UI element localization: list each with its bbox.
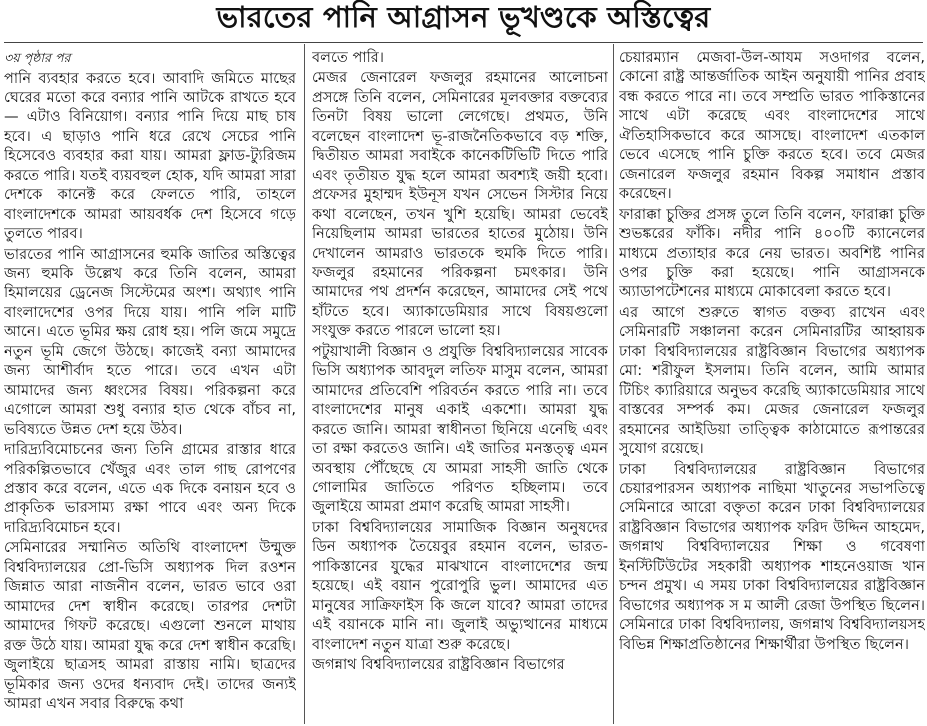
continuation-kicker: ৩য় পৃষ্ঠার পর xyxy=(4,50,71,65)
paragraph: সেমিনারের সম্মানিত অতিথি বাংলাদেশ উন্মুক্ত বিশ্ববিদ্যালয়ের প্রো-ভিসি অধ্যাপক দিল রওশন জিন্নাত আরা নাজনীন বলেন, ভারত ভাবে ওরা আমাদের দেশ স্বাধীন করেছে। তারপর দেশটা আমাদের গিফট করেছে। এগুলো শুনলে মাথায় রক্ত উঠে যায়। আমরা যুদ্ধ করে দেশ স্বাধীন করেছি। জুলাইয়ে ছাত্রসহ আমরা রাস্তায় নামি। ছাত্রদের ভূমিকার জন্য ওদের ধন্যবাদ দেই। তাদের জন্যই আমরা এখন সবার বিরুদ্ধে কথা xyxy=(4,539,296,712)
paragraph: ঢাকা বিশ্ববিদ্যালয়ের রাষ্ট্রবিজ্ঞান বিভাগের চেয়ারপারসন অধ্যাপক নাছিমা খাতুনের সভাপতিত্বে সেমিনারে আরো বক্তৃতা করেন ঢাকা বিশ্ববিদ্যালয়ের রাষ্ট্রবিজ্ঞান বিভাগের অধ্যাপক ফরিদ উদ্দিন আহমেদ, জগন্নাথ বিশ্ববিদ্যালয়ের শিক্ষা ও গবেষণা ইনস্টিটিউটের সহকারী অধ্যাপক শাহনেওয়াজ খান চন্দন প্রমুখ। এ সময় ঢাকা বিশ্ববিদ্যালয়ের রাষ্ট্রবিজ্ঞান বিভাগের অধ্যাপক স ম আলী রেজা উপস্থিত ছিলেন। সেমিনারে ঢাকা বিশ্ববিদ্যালয়, জগন্নাথ বিশ্ববিদ্যালয়সহ বিভিন্ন শিক্ষাপ্রতিষ্ঠানের শিক্ষার্থীরা উপস্থিত ছিলেন। xyxy=(619,460,925,653)
article-column-2 xyxy=(312,48,608,724)
paragraph: ফারাক্কা চুক্তির প্রসঙ্গ তুলে তিনি বলেন, ফারাক্কা চুক্তি শুভঙ্করের ফাঁকি। নদীর পানি ৪০০টি ক্যানেলের মাধ্যমে প্রত্যাহার করে নেয় ভারত। অবশিষ্ট পানির ওপর চুক্তি করা হয়েছে। পানি আগ্রাসনকে অ্যাডাপটেশনের মাধ্যমে মোকাবেলা করতে হবে। xyxy=(619,205,925,301)
paragraph: পটুয়াখালী বিজ্ঞান ও প্রযুক্তি বিশ্ববিদ্যালয়ের সাবেক ভিসি অধ্যাপক আবদুল লতিফ মাসুম বলেন, আমরা আমাদের প্রতিবেশি পরিবর্তন করতে পারি না। তবে বাংলাদেশের মানুষ একাই একশো। আমরা যুদ্ধ করতে জানি। আমরা স্বাধীনতা ছিনিয়ে এনেছি এবং তা রক্ষা করতেও জানি। এই জাতির মনস্তত্ত্ব এমন অবস্থায় পৌঁছেছে যে আমরা সাহসী জাতি থেকে গোলামির জাতিতে পরিণত হচ্ছিলাম। তবে জুলাইয়ে আমরা প্রমাণ করেছি আমরা সাহসী। xyxy=(312,342,608,516)
headline: ভারতের পানি আগ্রাসন ভূখণ্ডকে অস্তিত্বের xyxy=(216,0,711,34)
paragraph: পানি ব্যবহার করতে হবে। আবাদি জমিতে মাছের ঘেরের মতো করে বন্যার পানি আটকে রাখতে হবে— এটাও বিনিয়োগ। বন্যার পানি দিয়ে মাছ চাষ হবে। এ ছাড়াও পানি ধরে রেখে সেচের পানি হিসেবেও ব্যবহার করা যায়। আমরা ফ্লাড-ট্যুরিজম করতে পারি। যতই ব্যয়বহুল হোক, যদি আমরা সারা দেশকে কানেক্ট করে ফেলতে পারি, তাহলে বাংলাদেশকে আমরা আয়বর্ধক দেশ হিসেবে গড়ে তুলতে পারব। xyxy=(4,69,296,243)
paragraph: মেজর জেনারেল ফজলুর রহমানের আলোচনা প্রসঙ্গে তিনি বলেন, সেমিনারের মূলবক্তার বক্তব্যের তিনটা বিষয় ভালো লেগেছে। প্রথমত, উনি বলেছেন বাংলাদেশ ভূ-রাজনৈতিকভাবে বড় শক্তি, দ্বিতীয়ত আমরা সবাইকে কানেকটিভিটি দিতে পারি এবং তৃতীয়ত যুদ্ধ হলে আমরা অবশ্যই জয়ী হবো। প্রফেসর মুহাম্মদ ইউনূস যখন সেভেন সিস্টার নিয়ে কথা বলেছেন, তখন খুশি হয়েছি। আমরা ভেবেই নিয়েছিলাম আমরা ভারতের হাতের মুঠোয়। উনি দেখালেন আমরাও ভারতকে হুমকি দিতে পারি। ফজলুর রহমানের পরিকল্পনা চমৎকার। উনি আমাদের পথ প্রদর্শন করেছেন, আমাদের সেই পথে হাঁটতে হবে। অ্যাকাডেমিয়ার সাথে বিষয়গুলো সংযুক্ত করতে পারলে ভালো হয়। xyxy=(312,69,608,340)
paragraph: জগন্নাথ বিশ্ববিদ্যালয়ের রাষ্ট্রবিজ্ঞান বিভাগের xyxy=(312,656,565,674)
article-column-3 xyxy=(619,48,925,724)
paragraph: চেয়ারম্যান মেজবা-উল-আযম সওদাগর বলেন, কোনো রাষ্ট্র আন্তর্জাতিক আইন অনুযায়ী পানির প্রবাহ বন্ধ করতে পারে না। তবে সম্প্রতি ভারত পাকিস্তানের সাথে এটা করেছে এবং বাংলাদেশের সাথে ঐতিহাসিকভাবে করে আসছে। বাংলাদেশ এতকাল ভেবে এসেছে পানি চুক্তি করতে হবে। তবে মেজর জেনারেল ফজলুর রহমান বিকল্প সমাধান প্রস্তাব করেছেন। xyxy=(619,49,925,203)
column-divider xyxy=(304,44,305,724)
paragraph: দারিদ্র্যবিমোচনের জন্য তিনি গ্রামের রাস্তার ধারে পরিকল্পিতভাবে খেঁজুর এবং তাল গাছ রোপণের প্রস্তাব করে বলেন, এতে এক দিকে বনায়ন হবে ও প্রাকৃতিক ভারসাম্য রক্ষা পাবে এবং অন্য দিকে দারিদ্র্যবিমোচন হবে। xyxy=(4,441,296,536)
paragraph: বলতে পারি। xyxy=(312,49,385,66)
headline-rule xyxy=(4,42,923,43)
paragraph: ঢাকা বিশ্ববিদ্যালয়ের সামাজিক বিজ্ঞান অনুষদের ডিন অধ্যাপক তৈয়েবুর রহমান বলেন, ভারত-পাকিস্তানের যুদ্ধের মাঝখানে বাংলাদেশের জন্ম হয়েছে। এই বয়ান পুরোপুরি ভুল। আমাদের এত মানুষের সাক্রিফাইস কি জলে যাবে? আমরা তাদের এই বয়ানকে মানি না। জুলাই অভ্যুত্থানের মাধ্যমে বাংলাদেশ নতুন যাত্রা শুরু করেছে। xyxy=(312,518,608,653)
paragraph: এর আগে শুরুতে স্বাগত বক্তব্য রাখেন এবং সেমিনারটি সঞ্চালনা করেন সেমিনারটির আহ্বায়ক ঢাকা বিশ্ববিদ্যালয়ের রাষ্ট্রবিজ্ঞান বিভাগের অধ্যাপক মো: শরীফুল ইসলাম। তিনি বলেন, আমি আমার টিচিং ক্যারিয়ারে অনুভব করেছি অ্যাকাডেমিয়ার সাথে বাস্তবের সম্পর্ক কম। মেজর জেনারেল ফজলুর রহমানের আইডিয়া তাত্ত্বিক কাঠামোতে রূপান্তরের সুযোগ রয়েছে। xyxy=(619,303,925,458)
paragraph: ভারতের পানি আগ্রাসনের হুমকি জাতির অস্তিত্বের জন্য হুমকি উল্লেখ করে তিনি বলেন, আমরা হিমালয়ের ড্রেনেজ সিস্টেমের অংশ। অথ্যাৎ পানি বাংলাদেশের ওপর দিয়ে যায়। পানি পলি মাটি আনে। এতে ভূমির ক্ষয় রোধ হয়। পলি জমে সমুদ্রে নতুন ভূমি জেগে উঠছে। কাজেই বন্যা আমাদের জন্য আশীর্বাদ হতে পারে। তবে এখন এটা আমাদের জন্য ধ্বংসের বিষয়। পরিকল্পনা করে এগোলে আমরা শুধু বন্যার হাত থেকে বাঁচব না, ভবিষ্যতে উন্নত দেশ হয়ে উঠব। xyxy=(4,245,296,438)
article-column-1 xyxy=(4,48,296,724)
column-divider xyxy=(613,44,614,724)
